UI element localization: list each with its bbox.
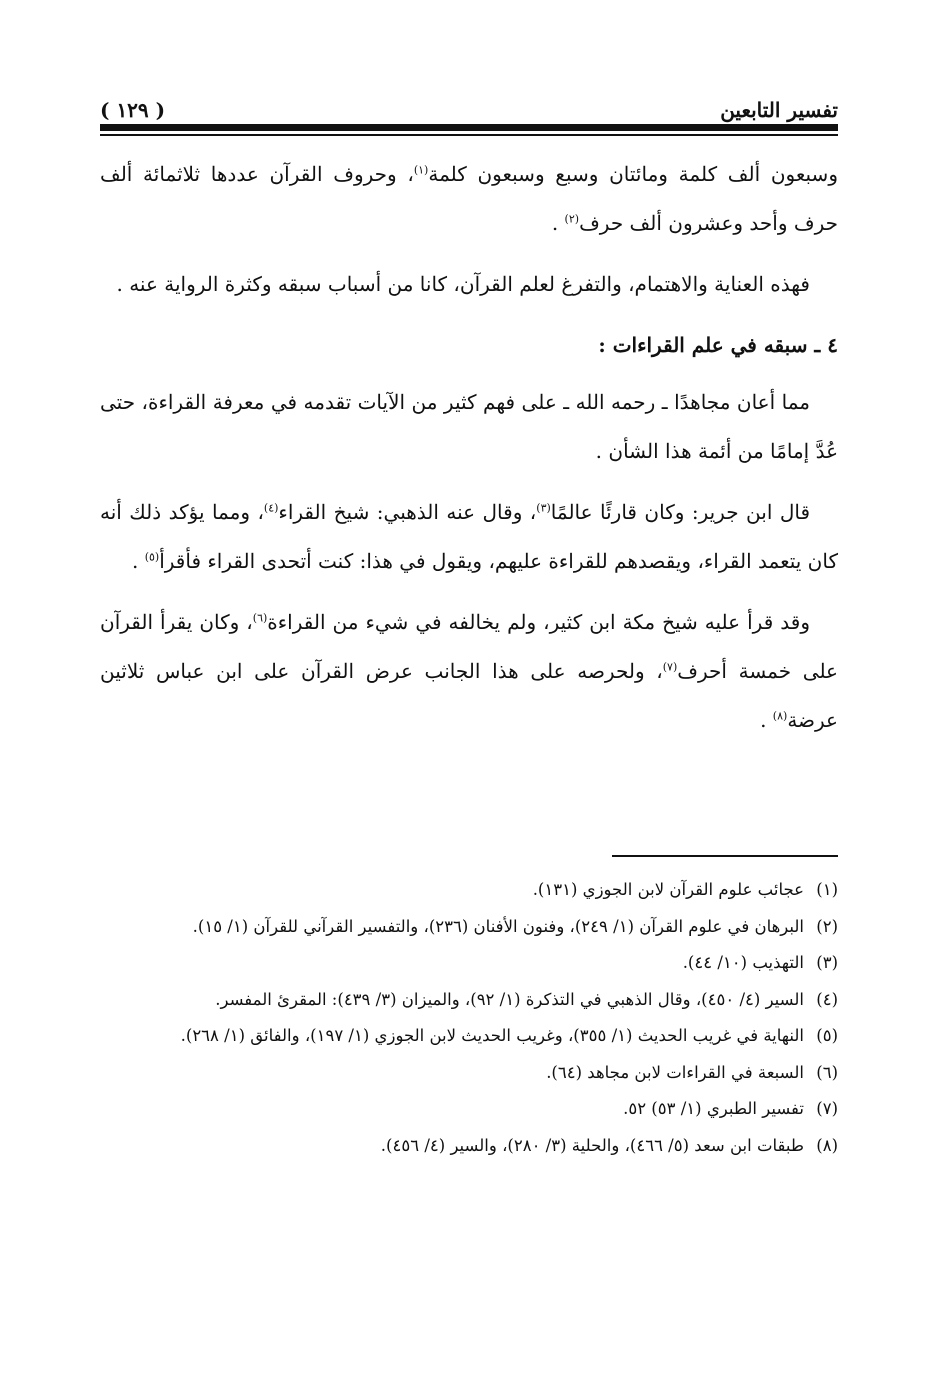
footnote-number: (٨): [816, 1135, 838, 1155]
text-run: قال ابن جرير: وكان قارئًا عالمًا: [550, 500, 811, 524]
page-header: [100, 88, 838, 122]
footnote-item: [100, 909, 838, 946]
paragraph-1: [100, 150, 838, 248]
footnote-item: [100, 982, 838, 1019]
footnote-text: النهاية في غريب الحديث (١/ ٣٥٥)، وغريب الحديث لابن الجوزي (١/ ١٩٧)، والفائق (١/ ٢٦٨).: [180, 1026, 804, 1045]
footnote-text: السبعة في القراءات لابن مجاهد (٦٤).: [546, 1062, 804, 1082]
text-run: ، وقال عنه الذهبي: شيخ القراء: [278, 500, 537, 524]
footnote-item: [100, 945, 838, 982]
text-run: .: [131, 549, 145, 573]
text-run: ، وحروف القرآن عددها ثلاثمائة ألف حرف وأحد وعشرون ألف حرف: [100, 162, 838, 235]
text-run: ، ومما يؤكد ذلك أنه كان يتعمد القراء، ويقصدهم للقراءة عليهم، ويقول في هذا: كنت أتحدى القراء فأقرأ: [100, 500, 838, 573]
paragraph-4: [100, 488, 838, 586]
main-text: [100, 150, 838, 757]
paragraph-3: مما أعان مجاهدًا ـ رحمه الله ـ على فهم كثير من الآيات تقدمه في معرفة القراءة، حتى عُدَّ إمامًا من أئمة هذا الشأن .: [100, 390, 838, 463]
running-title: تفسير التابعين: [720, 98, 838, 122]
header-rule-thick: [100, 124, 838, 131]
text-run: .: [551, 211, 565, 235]
footnote-marker: (٦): [252, 611, 268, 625]
footnote-item: [100, 1055, 838, 1092]
section-heading: ٤ ـ سبقه في علم القراءات :: [598, 333, 838, 357]
text-run: ، ولحرصه على هذا الجانب عرض القرآن على ابن عباس ثلاثين عرضة: [100, 659, 838, 732]
footnote-text: طبقات ابن سعد (٥/ ٤٦٦)، والحلية (٣/ ٢٨٠)، والسير (٤/ ٤٥٦).: [380, 1135, 804, 1155]
footnote-marker: (٣): [536, 501, 551, 515]
footnote-text: عجائب علوم القرآن لابن الجوزي (١٣١).: [532, 880, 804, 899]
footnote-text: البرهان في علوم القرآن (١/ ٢٤٩)، وفنون الأفنان (٢٣٦)، والتفسير القرآني للقرآن (١/ ١٥).: [192, 916, 804, 936]
text-run: ، وكان يقرأ القرآن على خمسة أحرف: [100, 610, 838, 683]
paragraph-5: [100, 598, 838, 745]
footnotes-list: [100, 872, 838, 1164]
footnote-item: [100, 872, 838, 909]
footnote-item: [100, 1091, 838, 1128]
page-number: ( ١٢٩ ): [100, 98, 166, 122]
footnote-marker: (١): [413, 163, 429, 177]
footnote-number: (٥): [816, 1026, 838, 1045]
paragraph-2: فهذه العناية والاهتمام، والتفرغ لعلم القرآن، كانا من أسباب سبقه وكثرة الرواية عنه .: [116, 272, 810, 296]
footnote-item: [100, 1018, 838, 1055]
footnote-number: (٢): [816, 916, 838, 936]
footnote-marker: (٢): [564, 212, 580, 226]
footnote-number: (٤): [816, 989, 838, 1009]
footnote-number: (١): [816, 880, 838, 899]
footnote-marker: (٥): [144, 550, 160, 564]
footnote-item: [100, 1128, 838, 1165]
text-run: وسبعون ألف كلمة ومائتان وسبع وسبعون كلمة: [428, 162, 838, 186]
footnote-marker: (٤): [263, 501, 279, 515]
footnote-number: (٦): [816, 1062, 838, 1082]
footnote-marker: (٨): [772, 709, 788, 723]
footnote-text: السير (٤/ ٤٥٠)، وقال الذهبي في التذكرة (١/ ٩٢)، والميزان (٣/ ٤٣٩): المقرئ المفسر.: [215, 989, 804, 1009]
text-run: وقد قرأ عليه شيخ مكة ابن كثير، ولم يخالفه في شيء من القراءة: [267, 610, 810, 634]
text-run: .: [760, 708, 773, 732]
footnote-number: (٣): [816, 953, 838, 972]
header-rule-thin: [100, 134, 838, 136]
footnote-text: التهذيب (١٠/ ٤٤).: [682, 953, 804, 972]
footnote-marker: (٧): [662, 660, 678, 674]
footnote-text: تفسير الطبري (١/ ٥٣) ٥٢.: [623, 1099, 804, 1118]
footnote-number: (٧): [816, 1099, 838, 1118]
footnote-separator: [612, 855, 838, 857]
